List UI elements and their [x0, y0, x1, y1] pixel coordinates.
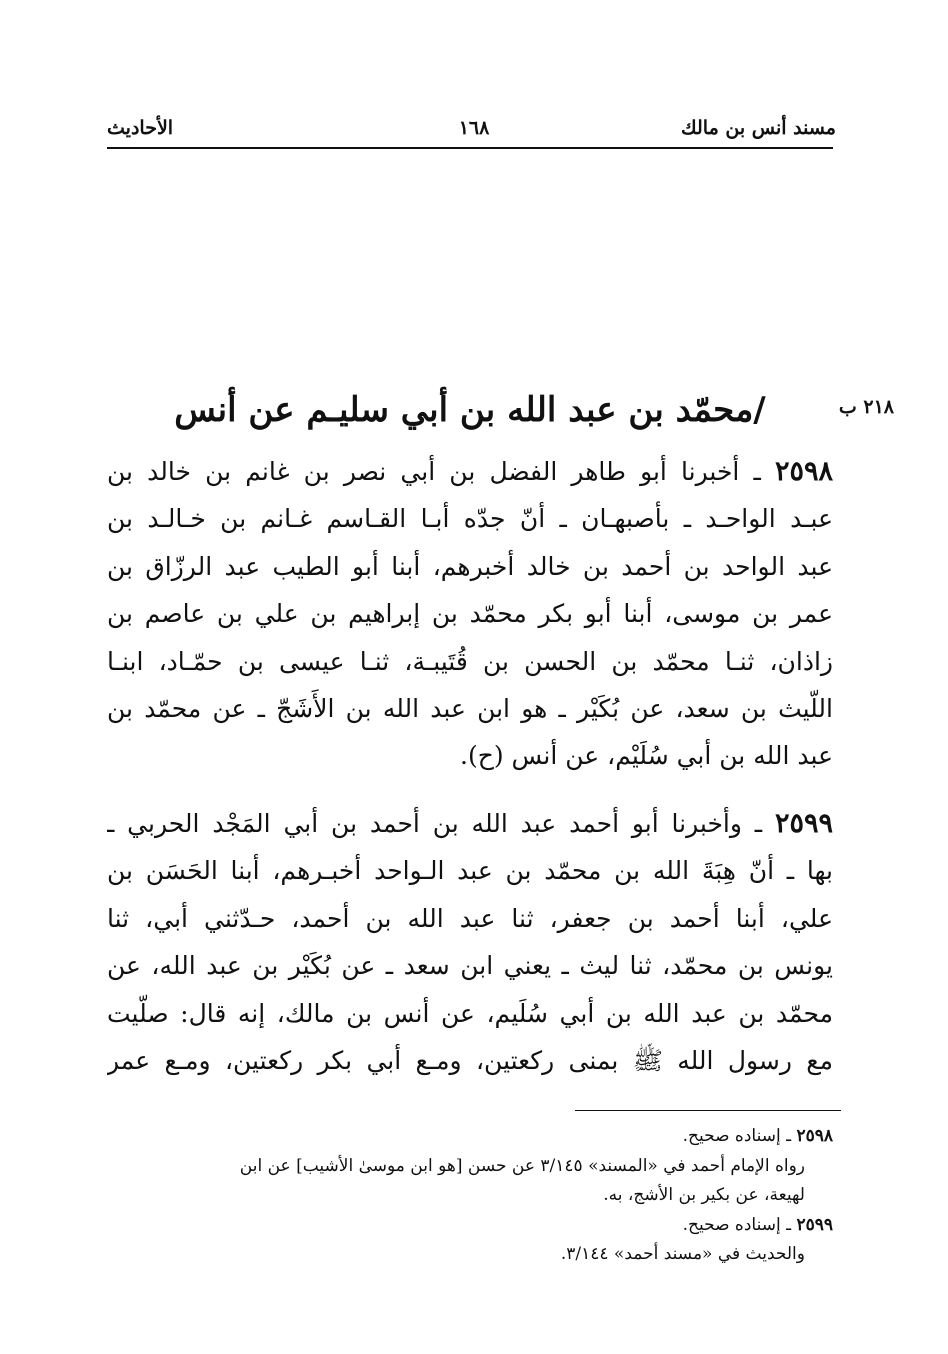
footnote-text: رواه الإمام أحمد في «المسند» ٣/١٤٥ عن حسن [هو ابن موسىٰ الأشيب] عن ابن	[239, 1155, 805, 1176]
hadith-line: بها ـ أنّ هِبَةَ الله بن محمّد بن عبد الـواحد أخبـرهم، أبنا الحَسَن بن	[107, 856, 833, 886]
hadith-line: يونس بن محمّد، ثنا ليث ـ يعني ابن سعد ـ عن بُكَيْر بن عبد الله، عن	[107, 951, 833, 981]
page-number: ١٦٨	[458, 117, 490, 139]
hadith-first-line	[107, 800, 833, 847]
hadith-2599	[107, 800, 833, 1084]
footnote-number: ٢٥٩٨	[796, 1126, 833, 1146]
hadith-number: ٢٥٩٩	[774, 808, 833, 839]
hadith-line: علي، أبنا أحمد بن جعفر، ثنا عبد الله بن أحمد، حـدّثني أبي، ثنا	[107, 903, 833, 933]
footnote-2599-heading	[107, 1211, 833, 1241]
hadith-line: زاذان، ثنـا محمّد بن الحسن بن قُتَيبـة، ثنـا عيسى بن حمّـاد، ابنـا	[107, 646, 833, 676]
hadith-line: محمّد بن عبد الله بن أبي سُلَيم، عن أنس بن مالك، إنه قال: صلّيت	[107, 998, 833, 1028]
footnote-text: والحديث في «مسند أحمد» ٣/١٤٤.	[560, 1244, 805, 1264]
hadith-number: ٢٥٩٨	[774, 456, 833, 487]
hadith-line: عبد الله بن أبي سُلَيْم، عن أنس (ح).	[460, 741, 833, 771]
hadith-line: اللّيث بن سعد، عن بُكَيْر ـ هو ابن عبد الله بن الأَشَجّ ـ عن محمّد بن	[107, 693, 833, 723]
section-title: /محمّد بن عبد الله بن أبي سليـم عن أنس	[174, 390, 766, 430]
running-header-section: الأحاديث	[107, 117, 174, 139]
running-header-book-title: مسند أنس بن مالك	[681, 117, 836, 139]
header-divider	[107, 147, 833, 149]
footnote-grade: ـ إسناده صحيح.	[682, 1126, 792, 1146]
footnote-grade: ـ إسناده صحيح.	[682, 1214, 792, 1235]
hadith-line: عبـد الواحـد ـ بأصبهـان ـ أنّ جدّه أبـا القـاسم غـانم بن خـالـد بن	[107, 504, 833, 534]
footnote-2598-heading	[107, 1122, 833, 1152]
hadith-line: مع رسول الله ﷺ بمنى ركعتين، ومـع أبي بكر ركعتين، ومـع عمر	[107, 1045, 833, 1075]
hadith-line: عمر بن موسى، أبنا أبو بكر محمّد بن إبراهيم بن علي بن عاصم بن	[107, 599, 833, 629]
footnote-divider	[575, 1110, 841, 1111]
hadith-line: عبد الواحد بن أحمد بن خالد أخبرهم، أبنا أبو الطيب عبد الرزّاق بن	[107, 551, 833, 581]
hadith-2598	[107, 448, 833, 780]
hadith-first-line	[107, 448, 833, 495]
manuscript-folio-note: ٢١٨ ب	[838, 396, 894, 418]
footnotes	[107, 1122, 833, 1270]
hadith-text: ـ أخبرنا أبو طاهر الفضل بن أبي نصر بن غانم بن خالد بن	[107, 457, 761, 486]
hadith-text: ـ وأخبرنا أبو أحمد عبد الله بن أحمد بن أبي المَجْد الحربي ـ	[107, 809, 763, 838]
footnote-number: ٢٥٩٩	[796, 1214, 833, 1235]
footnote-text: لهيعة، عن بكير بن الأشج، به.	[603, 1185, 805, 1205]
